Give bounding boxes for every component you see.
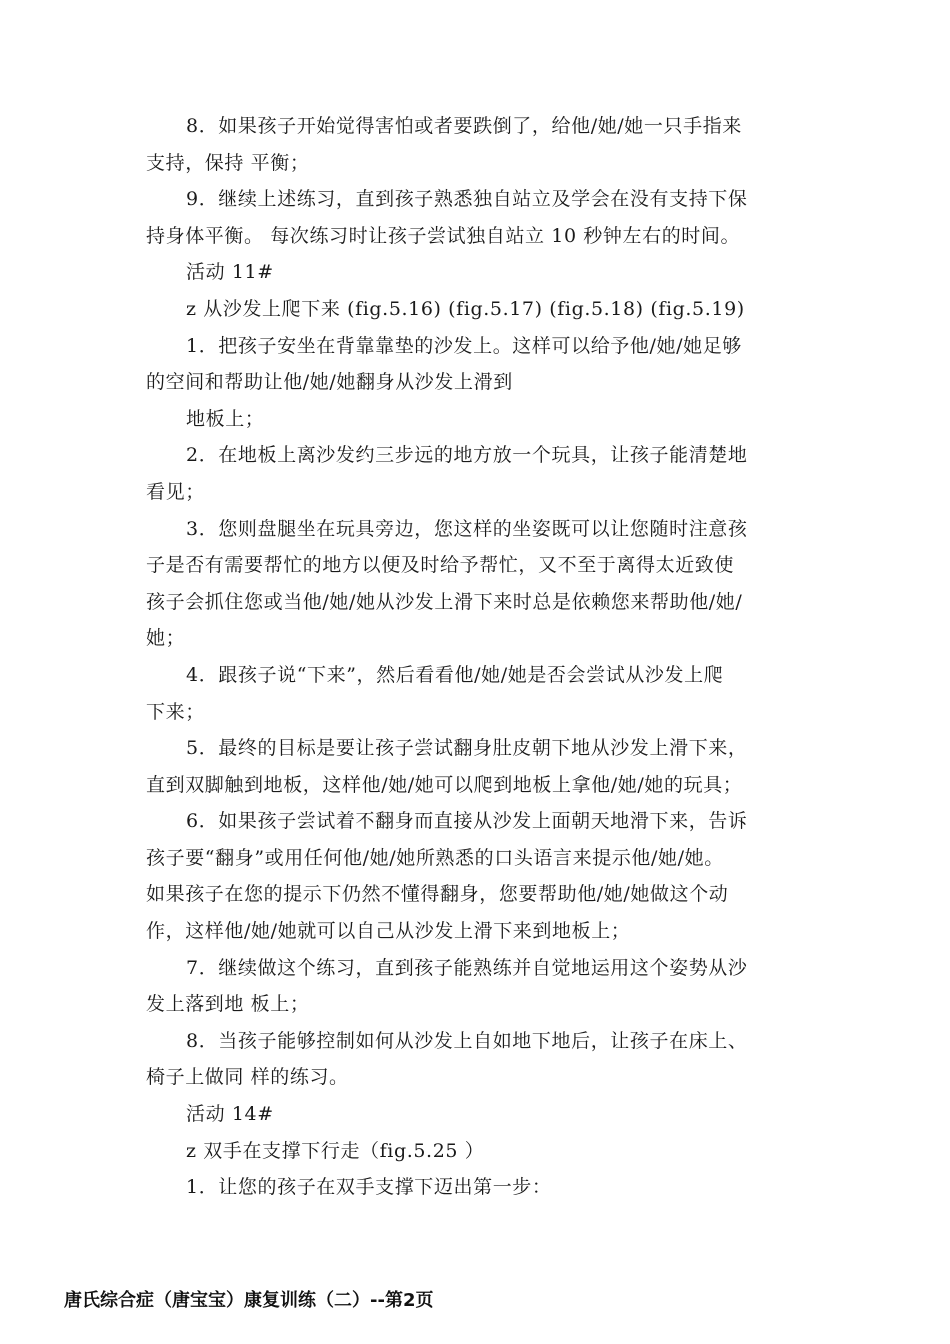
text-line: 孩子要“翻身”或用任何他/她/她所熟悉的口头语言来提示他/她/她。 xyxy=(146,846,724,869)
text-line: 她； xyxy=(146,627,186,650)
text-line: z 双手在支撑下行走（fig.5.25 ） xyxy=(186,1139,485,1162)
text-line: 8．当孩子能够控制如何从沙发上自如地下地后，让孩子在床上、 xyxy=(186,1029,748,1052)
text-line: 地板上； xyxy=(186,407,265,430)
text-line: 2．在地板上离沙发约三步远的地方放一个玩具，让孩子能清楚地 xyxy=(186,444,748,467)
text-line: 8．如果孩子开始觉得害怕或者要跌倒了，给他/她/她一只手指来 xyxy=(186,115,742,137)
text-line: 6．如果孩子尝试着不翻身而直接从沙发上面朝天地滑下来，告诉 xyxy=(186,810,748,833)
text-line: 椅子上做同 样的练习。 xyxy=(146,1066,349,1089)
body-text xyxy=(146,108,808,1206)
text-line: 下来； xyxy=(146,700,205,723)
text-line: 孩子会抓住您或当他/她/她从沙发上滑下来时总是依赖您来帮助他/她/ xyxy=(146,590,743,613)
text-line: 的空间和帮助让他/她/她翻身从沙发上滑到 xyxy=(146,371,513,394)
text-line: 5．最终的目标是要让孩子尝试翻身肚皮朝下地从沙发上滑下来， xyxy=(186,737,748,760)
text-line: 1．把孩子安坐在背靠靠垫的沙发上。这样可以给予他/她/她足够 xyxy=(186,334,742,357)
text-line: 如果孩子在您的提示下仍然不懂得翻身，您要帮助他/她/她做这个动 xyxy=(146,883,729,906)
text-line: 持身体平衡。 每次练习时让孩子尝试独自站立 10 秒钟左右的时间。 xyxy=(146,224,741,247)
text-line: 活动 14# xyxy=(186,1103,274,1126)
text-line: 9．继续上述练习，直到孩子熟悉独自站立及学会在没有支持下保 xyxy=(186,188,748,211)
text-line: z 从沙发上爬下来 (fig.5.16) (fig.5.17) (fig.5.18) (fig.5.19) xyxy=(186,297,745,320)
text-line: 发上落到地 板上； xyxy=(146,993,310,1016)
text-line: 子是否有需要帮忙的地方以便及时给予帮忙，又不至于离得太近致使 xyxy=(146,554,735,577)
text-line: 作，这样他/她/她就可以自己从沙发上滑下来到地板上； xyxy=(146,920,631,943)
page-footer: 唐氏综合症（唐宝宝）康复训练（二）--第2页 xyxy=(64,1290,434,1311)
text-line: 看见； xyxy=(146,480,205,503)
text-line: 1．让您的孩子在双手支撑下迈出第一步： xyxy=(186,1176,552,1199)
text-line: 7．继续做这个练习，直到孩子能熟练并自觉地运用这个姿势从沙 xyxy=(186,956,748,979)
text-line: 直到双脚触到地板，这样他/她/她可以爬到地板上拿他/她/她的玩具； xyxy=(146,773,743,796)
text-line: 4．跟孩子说“下来”，然后看看他/她/她是否会尝试从沙发上爬 xyxy=(186,663,724,686)
text-line: 活动 11# xyxy=(186,261,274,284)
text-line: 3．您则盘腿坐在玩具旁边，您这样的坐姿既可以让您随时注意孩 xyxy=(186,517,748,540)
text-line: 支持，保持 平衡； xyxy=(146,151,310,174)
